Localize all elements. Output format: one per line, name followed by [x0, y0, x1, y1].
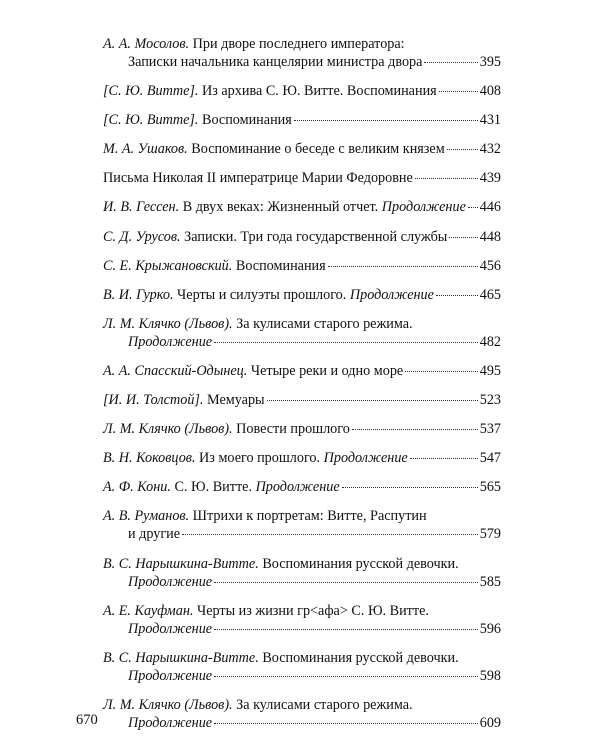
entry-author: В. С. Нарышкина-Витте. [103, 649, 259, 666]
dot-leader [214, 582, 478, 583]
dot-leader [436, 295, 478, 296]
table-of-contents [103, 35, 501, 743]
entry-note: Продолжение [128, 714, 213, 731]
toc-line [103, 649, 501, 667]
entry-page-number: 395 [479, 54, 501, 70]
entry-title: За кулисами старого режима. [236, 696, 413, 713]
entry-page-number: 432 [479, 141, 501, 158]
entry-title: Воспоминания русской девочки. [262, 555, 459, 572]
entry-title: Воспоминания [201, 112, 292, 129]
toc-line [103, 573, 501, 591]
toc-entry [103, 35, 501, 71]
entry-page-number: 448 [479, 228, 501, 245]
toc-entry [103, 507, 501, 543]
toc-line [103, 35, 501, 53]
entry-note: Продолжение [128, 667, 213, 684]
entry-title: Повести прошлого [236, 421, 350, 438]
entry-page-number: 439 [479, 170, 501, 187]
entry-page-number: 408 [479, 83, 501, 100]
dot-leader [214, 723, 478, 724]
entry-author: А. А. Мосолов. [103, 36, 190, 52]
entry-page-number: 579 [479, 526, 501, 543]
entry-page-number: 523 [479, 392, 501, 409]
entry-title: Черты из жизни гр<афа> С. Ю. Витте. [196, 602, 429, 619]
entry-page-number: 537 [479, 421, 501, 438]
entry-title: Из архива С. Ю. Витте. Воспоминания [201, 83, 437, 100]
toc-line [103, 391, 501, 409]
entry-author: [С. Ю. Витте]. [103, 83, 199, 100]
toc-line [103, 315, 501, 333]
toc-line [103, 257, 501, 275]
dot-leader [328, 266, 478, 267]
entry-page-number: 547 [479, 450, 501, 467]
toc-line [103, 714, 501, 732]
entry-note: Продолжение [128, 573, 213, 590]
dot-leader [449, 237, 477, 238]
toc-line [103, 228, 501, 246]
entry-page-number: 431 [479, 112, 501, 129]
dot-leader [405, 371, 477, 372]
toc-entry [103, 315, 501, 351]
entry-page-number: 596 [479, 620, 501, 637]
toc-entry [103, 82, 501, 100]
toc-entry [103, 257, 501, 275]
entry-page-number: 446 [479, 199, 501, 216]
toc-line [103, 478, 501, 496]
toc-entry [103, 555, 501, 591]
entry-title: За кулисами старого режима. [236, 315, 413, 332]
entry-author: В. И. Гурко. [103, 286, 174, 303]
page-number: 670 [76, 712, 98, 728]
toc-entry [103, 696, 501, 732]
entry-note: Продолжение [255, 479, 340, 496]
entry-author: А. В. Руманов. [103, 508, 190, 525]
dot-leader [468, 207, 478, 208]
entry-page-number: 565 [479, 479, 501, 496]
dot-leader [352, 429, 478, 430]
dot-leader [214, 342, 478, 343]
toc-line [103, 140, 501, 158]
entry-title: С. Ю. Витте. [174, 479, 253, 496]
toc-entry [103, 602, 501, 638]
dot-leader [424, 62, 477, 63]
toc-entry [103, 449, 501, 467]
toc-entry [103, 420, 501, 438]
entry-title: При дворе последнего императора: [192, 36, 405, 52]
dot-leader [447, 149, 478, 150]
entry-author: [И. И. Толстой]. [103, 392, 204, 409]
entry-note: Продолжение [128, 333, 213, 350]
toc-entry [103, 169, 501, 187]
entry-title: Записки. Три года государственной службы [184, 228, 448, 245]
dot-leader [439, 91, 478, 92]
dot-leader [410, 458, 478, 459]
entry-author: А. Е. Кауфман. [103, 602, 194, 619]
entry-title-continued: и другие [128, 526, 181, 543]
toc-entry [103, 228, 501, 246]
toc-line [103, 111, 501, 129]
dot-leader [342, 487, 478, 488]
entry-author: В. С. Нарышкина-Витте. [103, 555, 259, 572]
entry-author: [С. Ю. Витте]. [103, 112, 199, 129]
entry-author: В. Н. Коковцов. [103, 450, 196, 467]
toc-line [103, 555, 501, 573]
toc-line [103, 525, 501, 543]
entry-title: Мемуары [207, 392, 265, 409]
entry-title: Воспоминания [235, 257, 326, 274]
toc-line [103, 696, 501, 714]
dot-leader [415, 178, 478, 179]
toc-line [103, 286, 501, 304]
entry-author: Л. М. Клячко (Львов). [103, 696, 233, 713]
dot-leader [267, 400, 478, 401]
toc-entry [103, 111, 501, 129]
entry-title: В двух веках: Жизненный отчет. [182, 199, 379, 216]
toc-entry [103, 391, 501, 409]
toc-line [103, 169, 501, 187]
entry-author: А. Ф. Кони. [103, 479, 171, 496]
entry-title: Письма Николая II императрице Марии Федоровне [103, 170, 413, 187]
toc-entry [103, 649, 501, 685]
entry-author: М. А. Ушаков. [103, 141, 188, 158]
toc-line [103, 620, 501, 638]
toc-line [103, 507, 501, 525]
dot-leader [294, 120, 478, 121]
entry-note: Продолжение [128, 620, 213, 637]
dot-leader [182, 534, 478, 535]
toc-line [103, 333, 501, 351]
dot-leader [214, 629, 478, 630]
toc-line [103, 602, 501, 620]
toc-entry [103, 478, 501, 496]
entry-title-continued: Записки начальника канцелярии министра двора [128, 54, 423, 70]
entry-page-number: 495 [479, 362, 501, 379]
entry-title: Черты и силуэты прошлого. [177, 286, 347, 303]
entry-author: Л. М. Клячко (Львов). [103, 421, 233, 438]
entry-page-number: 465 [479, 286, 501, 303]
entry-author: С. Е. Крыжановский. [103, 257, 233, 274]
toc-line [103, 53, 501, 71]
toc-entry [103, 140, 501, 158]
entry-title: Из моего прошлого. [199, 450, 321, 467]
entry-author: А. А. Спасский-Одынец. [103, 362, 248, 379]
entry-title: Воспоминание о беседе с великим князем [191, 141, 445, 158]
toc-entry [103, 198, 501, 216]
entry-page-number: 598 [479, 667, 501, 684]
entry-note: Продолжение [381, 199, 466, 216]
entry-title: Воспоминания русской девочки. [262, 649, 459, 666]
entry-title: Четыре реки и одно море [250, 362, 404, 379]
toc-line [103, 362, 501, 380]
entry-note: Продолжение [349, 286, 434, 303]
toc-line [103, 449, 501, 467]
toc-line [103, 198, 501, 216]
entry-page-number: 585 [479, 573, 501, 590]
entry-title: Штрихи к портретам: Витте, Распутин [192, 508, 427, 525]
entry-page-number: 456 [479, 257, 501, 274]
entry-page-number: 609 [479, 714, 501, 731]
entry-author: Л. М. Клячко (Львов). [103, 315, 233, 332]
toc-entry [103, 286, 501, 304]
entry-note: Продолжение [323, 450, 408, 467]
toc-line [103, 82, 501, 100]
toc-line [103, 420, 501, 438]
entry-author: С. Д. Урусов. [103, 228, 181, 245]
entry-page-number: 482 [479, 333, 501, 350]
toc-line [103, 667, 501, 685]
entry-author: И. В. Гессен. [103, 199, 180, 216]
toc-entry [103, 362, 501, 380]
dot-leader [214, 676, 478, 677]
